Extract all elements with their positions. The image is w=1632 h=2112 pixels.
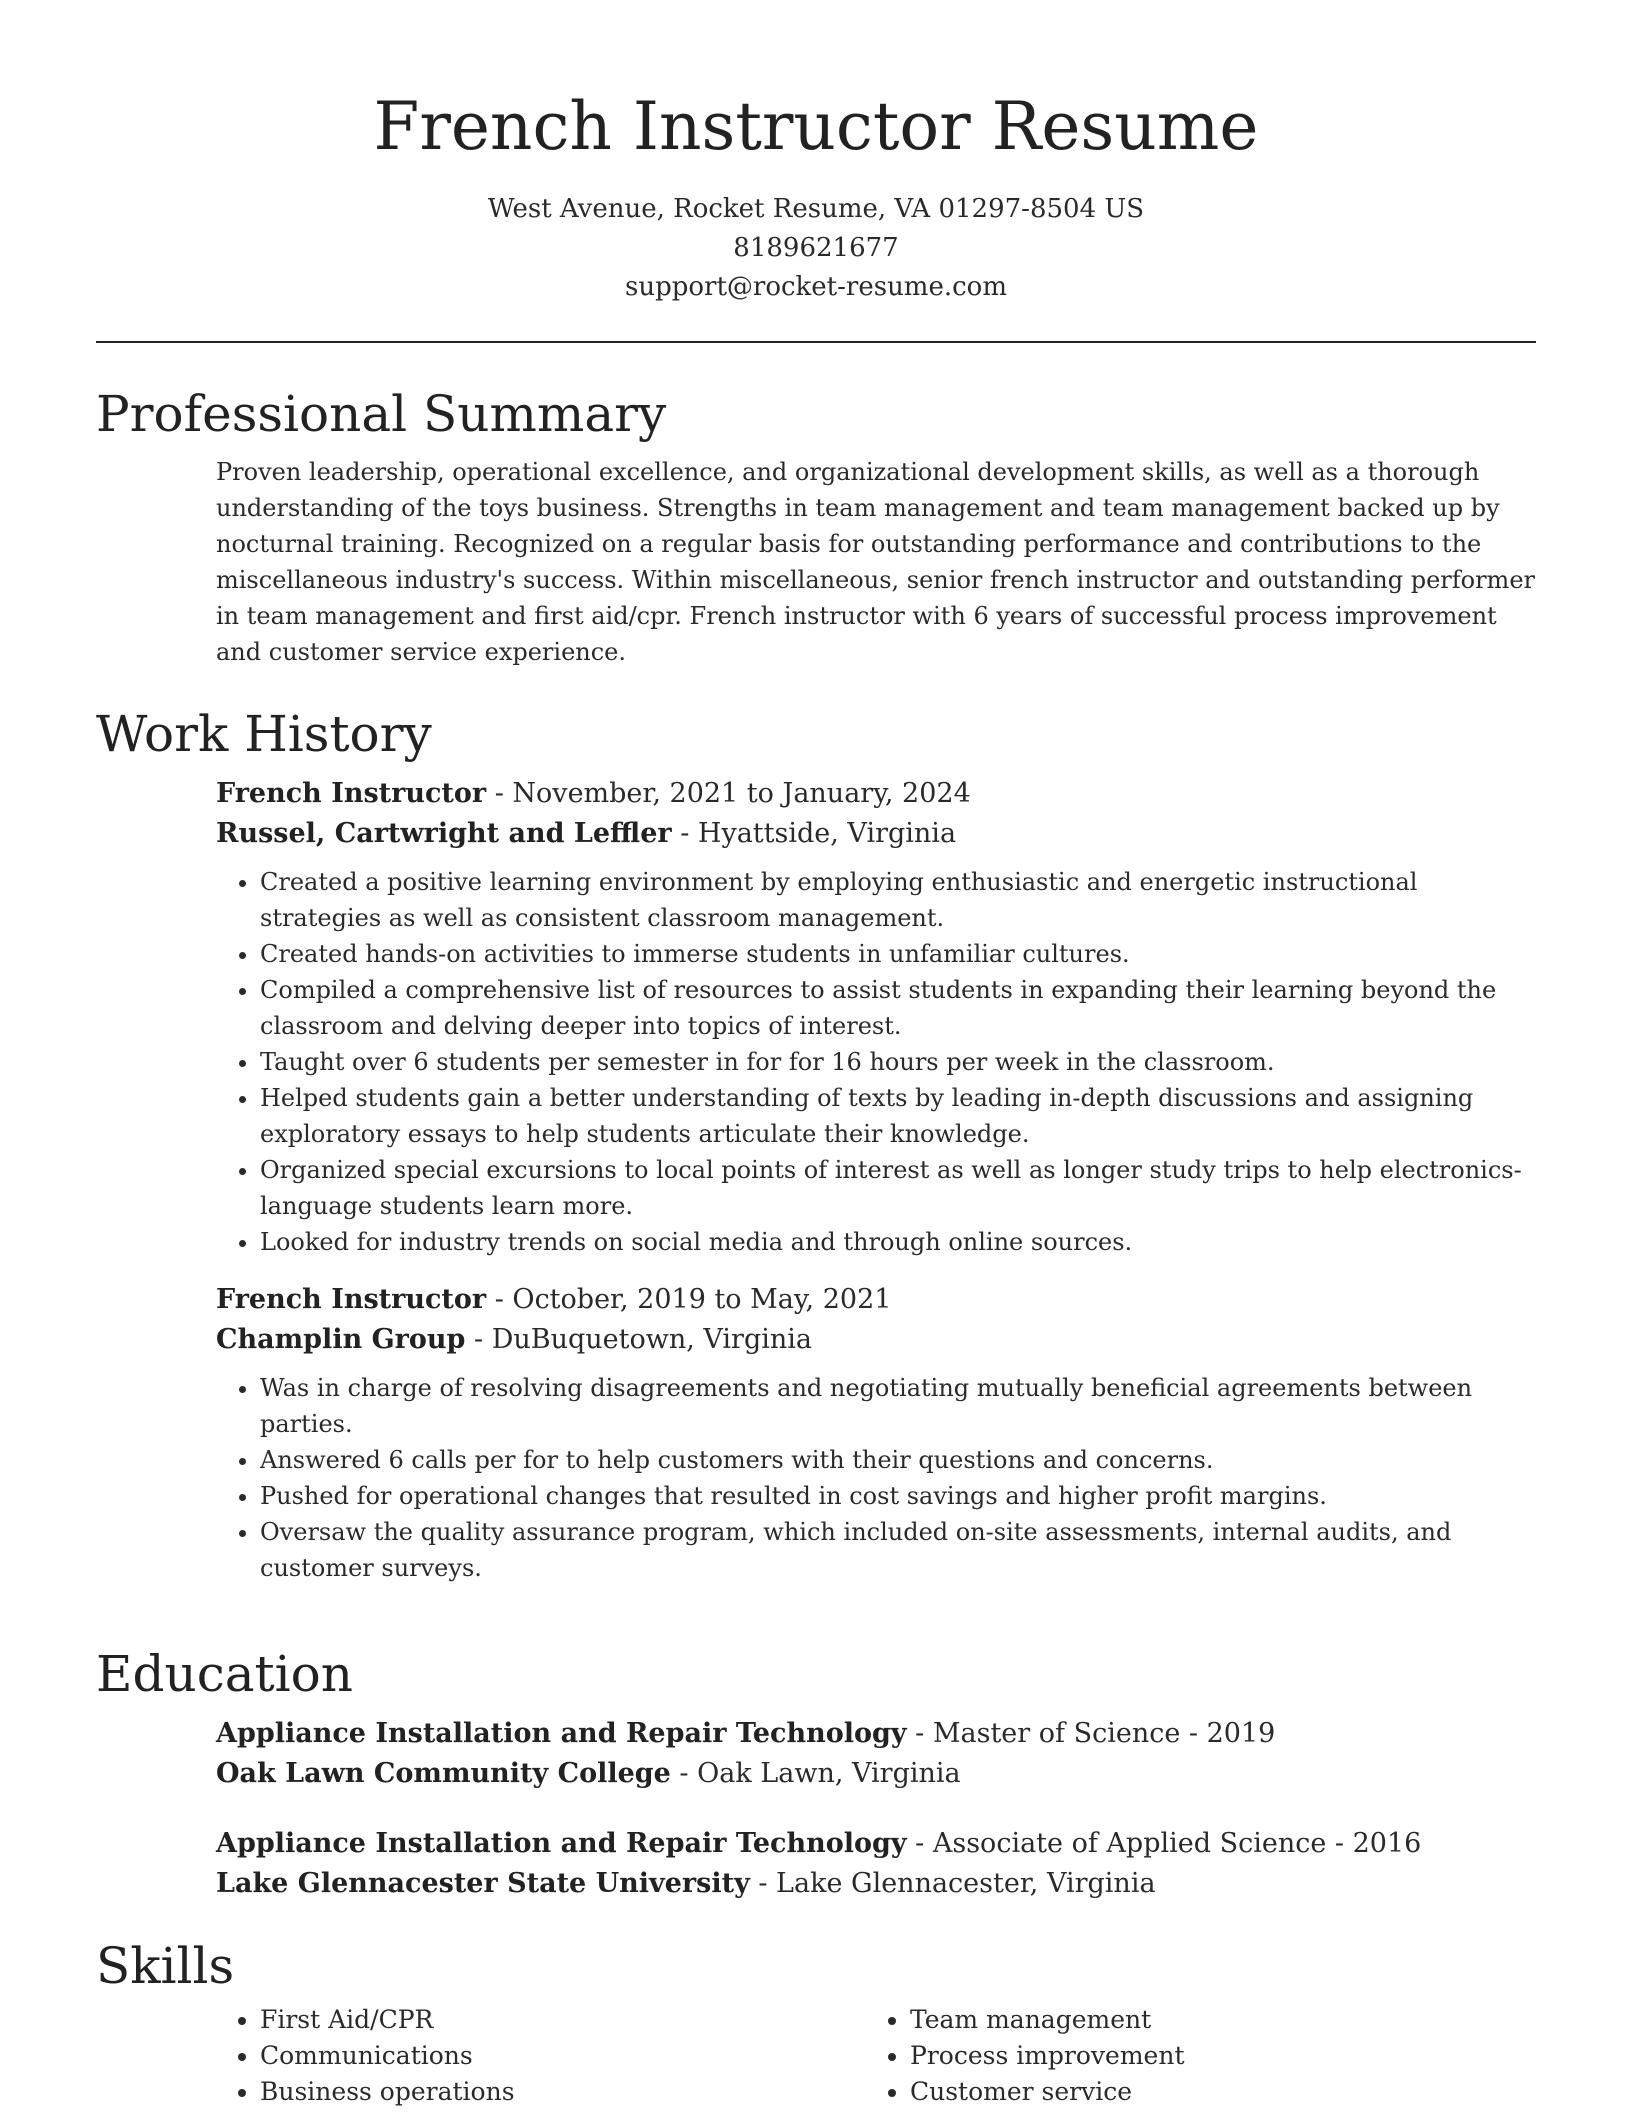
work-heading: Work History	[96, 705, 432, 763]
education-degree-line	[216, 1824, 1536, 1864]
education-school-line	[216, 1754, 1536, 1794]
skills-column-left	[216, 2002, 866, 2110]
job-title: French Instructor	[216, 1284, 487, 1315]
work-section	[96, 702, 1536, 1586]
job-bullet: • Answered 6 calls per for to help customers with their questions and concerns.	[260, 1442, 1536, 1478]
job-location: - DuBuquetown, Virginia	[465, 1324, 813, 1355]
education-entry	[216, 1824, 1536, 1904]
skill-item: • First Aid/CPR	[260, 2002, 866, 2038]
skills-grid	[216, 2002, 1536, 2110]
job-bullet: • Compiled a comprehensive list of resources to assist students in expanding their learning beyond the classroom and delving deeper into topics of interest.	[260, 972, 1536, 1044]
job-title: French Instructor	[216, 778, 487, 809]
education-degree-line	[216, 1714, 1536, 1754]
job-bullet: • Taught over 6 students per semester in for for 16 hours per week in the classroom.	[260, 1044, 1536, 1080]
skills-column-right	[866, 2002, 1516, 2110]
skills-heading: Skills	[96, 1937, 235, 1995]
job-bullet: • Created a positive learning environment by employing enthusiastic and energetic instructional strategies as well as consistent classroom management.	[260, 864, 1536, 936]
education-degree: - Associate of Applied Science - 2016	[906, 1828, 1422, 1859]
skill-item: • Customer service	[910, 2074, 1516, 2110]
education-location: - Lake Glennacester, Virginia	[749, 1868, 1156, 1899]
job-bullet: • Was in charge of resolving disagreements and negotiating mutually beneficial agreements between parties.	[260, 1370, 1536, 1442]
job-entry	[216, 1280, 1536, 1586]
education-school: Lake Glennacester State University	[216, 1868, 750, 1899]
education-location: - Oak Lawn, Virginia	[670, 1758, 961, 1789]
job-dates: - October, 2019 to May, 2021	[486, 1284, 892, 1315]
job-location: - Hyattside, Virginia	[671, 818, 957, 849]
skills-section	[96, 1934, 1536, 2110]
education-school: Oak Lawn Community College	[216, 1758, 671, 1789]
education-degree: - Master of Science - 2019	[906, 1718, 1276, 1749]
job-bullet: • Helped students gain a better understanding of texts by leading in-depth discussions and assigning exploratory essays to help students articulate their knowledge.	[260, 1080, 1536, 1152]
skill-item: • Process improvement	[910, 2038, 1516, 2074]
skill-item: • Communications	[260, 2038, 866, 2074]
job-dates: - November, 2021 to January, 2024	[486, 778, 971, 809]
job-bullet: • Pushed for operational changes that resulted in cost savings and higher profit margins.	[260, 1478, 1536, 1514]
job-bullet: • Created hands-on activities to immerse students in unfamiliar cultures.	[260, 936, 1536, 972]
job-bullets	[216, 1370, 1536, 1586]
job-bullet: • Oversaw the quality assurance program, which included on-site assessments, internal audits, and customer surveys.	[260, 1514, 1536, 1586]
education-section	[96, 1642, 1536, 1904]
job-entry	[216, 774, 1536, 1260]
job-company-line	[216, 814, 1536, 854]
education-heading: Education	[96, 1645, 353, 1703]
education-field: Appliance Installation and Repair Technology	[216, 1828, 907, 1859]
job-bullets	[216, 864, 1536, 1260]
job-bullet: • Organized special excursions to local points of interest as well as longer study trips to help electronics-language students learn more.	[260, 1152, 1536, 1224]
job-company: Russel, Cartwright and Leffler	[216, 818, 672, 849]
contact-email: support@rocket-resume.com	[624, 272, 1007, 302]
summary-body	[216, 454, 1536, 670]
skill-item: • Team management	[910, 2002, 1516, 2038]
contact-address: West Avenue, Rocket Resume, VA 01297-8504 US	[487, 194, 1145, 224]
contact-block	[96, 190, 1536, 307]
job-title-line	[216, 1280, 1536, 1320]
summary-text: Proven leadership, operational excellence, and organizational development skills, as well as a thorough understanding of the toys business. Strengths in team management and team management backed up by nocturnal training. Recognized on a regular basis for outstanding performance and contributions to the miscellaneous industry's success. Within miscellaneous, senior french instructor and outstanding performer in team management and first aid/cpr. French instructor with 6 years of successful process improvement and customer service experience.	[216, 458, 1535, 666]
skill-item: • Business operations	[260, 2074, 866, 2110]
resume-title: French Instructor Resume	[373, 88, 1259, 165]
summary-section	[96, 382, 1536, 670]
education-school-line	[216, 1864, 1536, 1904]
header-divider	[96, 341, 1536, 343]
job-company-line	[216, 1320, 1536, 1360]
contact-phone: 8189621677	[733, 233, 899, 263]
education-field: Appliance Installation and Repair Technology	[216, 1718, 907, 1749]
skills-list-left	[216, 2002, 866, 2110]
job-title-line	[216, 774, 1536, 814]
skills-body	[216, 2002, 1536, 2110]
summary-heading: Professional Summary	[96, 385, 667, 443]
job-bullet: • Looked for industry trends on social media and through online sources.	[260, 1224, 1536, 1260]
education-entry	[216, 1714, 1536, 1794]
skills-list-right	[866, 2002, 1516, 2110]
job-company: Champlin Group	[216, 1324, 466, 1355]
